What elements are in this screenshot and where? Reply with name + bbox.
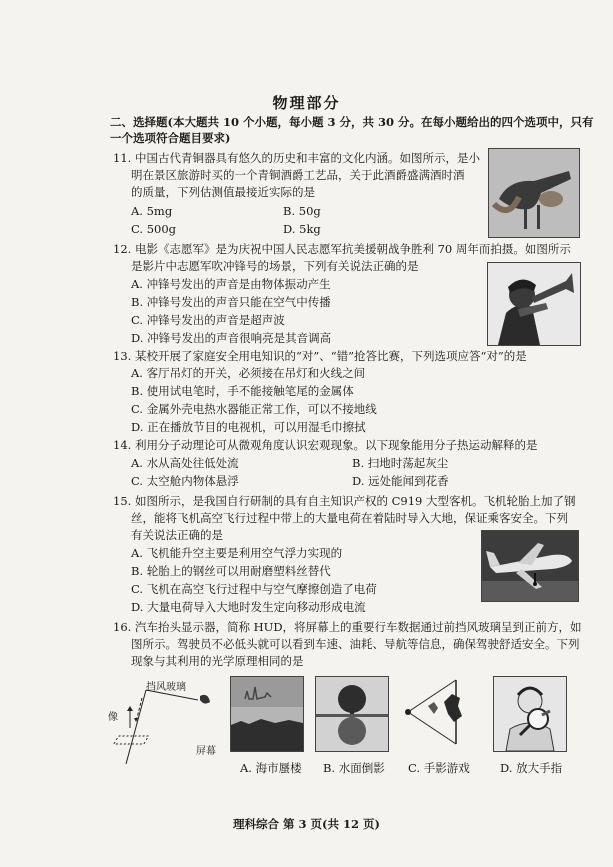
q13-option-b: B. 使用试电笔时，手不能接触笔尾的金属体 xyxy=(131,384,354,398)
q13-option-c: C. 金属外壳电热水器能正常工作，可以不接地线 xyxy=(131,402,377,416)
q12-stem-line-1: 12. 电影《志愿军》是为庆祝中国人民志愿军抗美援朝战争胜利 70 周年而拍摄。如图所示 xyxy=(113,242,571,256)
q11-stem-line-2: 明在景区旅游时买的一个青铜酒爵工艺品，关于此酒爵盛满酒时酒 xyxy=(131,168,465,182)
page-footer: 理科综合 第 3 页(共 12 页) xyxy=(233,817,380,831)
q16-caption-d: D. 放大手指 xyxy=(500,761,563,775)
q15-option-a: A. 飞机能升空主要是利用空气浮力实现的 xyxy=(131,546,343,560)
q16-stem-line-1: 16. 汽车抬头显示器，简称 HUD，将屏幕上的重要行车数据通过前挡风玻璃呈到正前方，如 xyxy=(113,620,582,634)
q14-option-c: C. 太空舱内物体悬浮 xyxy=(131,474,239,488)
q14-option-b: B. 扫地时荡起灰尘 xyxy=(352,456,449,470)
q11-option-d: D. 5kg xyxy=(283,222,321,236)
q16-stem-line-3: 现象与其利用的光学原理相同的是 xyxy=(131,654,304,668)
q14-option-d: D. 远处能闻到花香 xyxy=(352,474,449,488)
q12-option-b: B. 冲锋号发出的声音只能在空气中传播 xyxy=(131,295,331,309)
windshield-label: 挡风玻璃 xyxy=(146,682,186,693)
q15-stem-line-1: 15. 如图所示，是我国自行研制的具有自主知识产权的 C919 大型客机。飞机轮胎上加了钢 xyxy=(113,494,576,508)
q16-caption-c: C. 手影游戏 xyxy=(408,761,470,775)
q14-stem: 14. 利用分子动理论可从微观角度认识宏观现象。以下现象能用分子热运动解释的是 xyxy=(113,438,538,452)
q16-caption-a: A. 海市蜃楼 xyxy=(240,761,302,775)
q16-caption-b: B. 水面倒影 xyxy=(323,761,385,775)
hand-shadow-diagram xyxy=(400,676,472,750)
image-label: 像 xyxy=(108,712,118,723)
mirage-photo xyxy=(230,676,304,752)
q11-option-a: A. 5mg xyxy=(131,204,173,218)
q12-option-c: C. 冲锋号发出的声音是超声波 xyxy=(131,313,285,327)
section-title: 物理部分 xyxy=(272,94,341,112)
q11-stem-line-1: 11. 中国古代青铜器具有悠久的历史和丰富的文化内涵。如图所示，是小 xyxy=(113,151,480,165)
q15-option-d: D. 大量电荷导入大地时发生定向移动形成电流 xyxy=(131,600,366,614)
q16-stem-line-2: 图所示。驾驶员不必低头就可以看到车速、油耗、导航等信息，确保驾驶舒适安全。下列 xyxy=(131,637,580,651)
q13-stem: 13. 某校开展了家庭安全用电知识的“对”、“错”抢答比赛，下列选项应答“对”的是 xyxy=(113,349,527,363)
c919-aircraft-photo xyxy=(481,530,579,602)
bronze-vessel-photo xyxy=(488,148,580,238)
q15-stem-line-2: 丝，能将飞机高空飞行过程中带上的大量电荷在着陆时导入大地，保证乘客安全。下列 xyxy=(131,511,568,525)
water-reflection-photo xyxy=(315,676,389,752)
section-intro-line-1: 二、选择题(本大题共 10 个小题，每小题 3 分，共 30 分。在每小题给出的四个选项中，只有 xyxy=(110,115,594,129)
hud-diagram xyxy=(108,678,226,768)
magnifier-photo xyxy=(493,676,567,752)
section-intro-line-2: 一个选项符合题目要求) xyxy=(110,131,231,145)
q13-option-a: A. 客厅吊灯的开关，必须接在吊灯和火线之间 xyxy=(131,366,366,380)
q12-option-d: D. 冲锋号发出的声音很响亮是其音调高 xyxy=(131,331,332,345)
bugler-photo xyxy=(487,262,581,346)
q12-stem-line-2: 是影片中志愿军吹冲锋号的场景，下列有关说法正确的是 xyxy=(131,259,419,273)
q14-option-a: A. 水从高处往低处流 xyxy=(131,456,239,470)
q11-option-c: C. 500g xyxy=(131,222,177,236)
q13-option-d: D. 正在播放节目的电视机，可以用湿毛巾擦拭 xyxy=(131,420,366,434)
q12-option-a: A. 冲锋号发出的声音是由物体振动产生 xyxy=(131,277,331,291)
q15-option-b: B. 轮胎上的钢丝可以用耐磨塑料丝替代 xyxy=(131,564,331,578)
q11-stem-line-3: 的质量，下列估测值最接近实际的是 xyxy=(131,185,315,199)
q15-stem-line-3: 有关说法正确的是 xyxy=(131,528,223,542)
q11-option-b: B. 50g xyxy=(283,204,321,218)
q15-option-c: C. 飞机在高空飞行过程中与空气摩擦创造了电荷 xyxy=(131,582,377,596)
screen-label: 屏幕 xyxy=(196,746,216,757)
